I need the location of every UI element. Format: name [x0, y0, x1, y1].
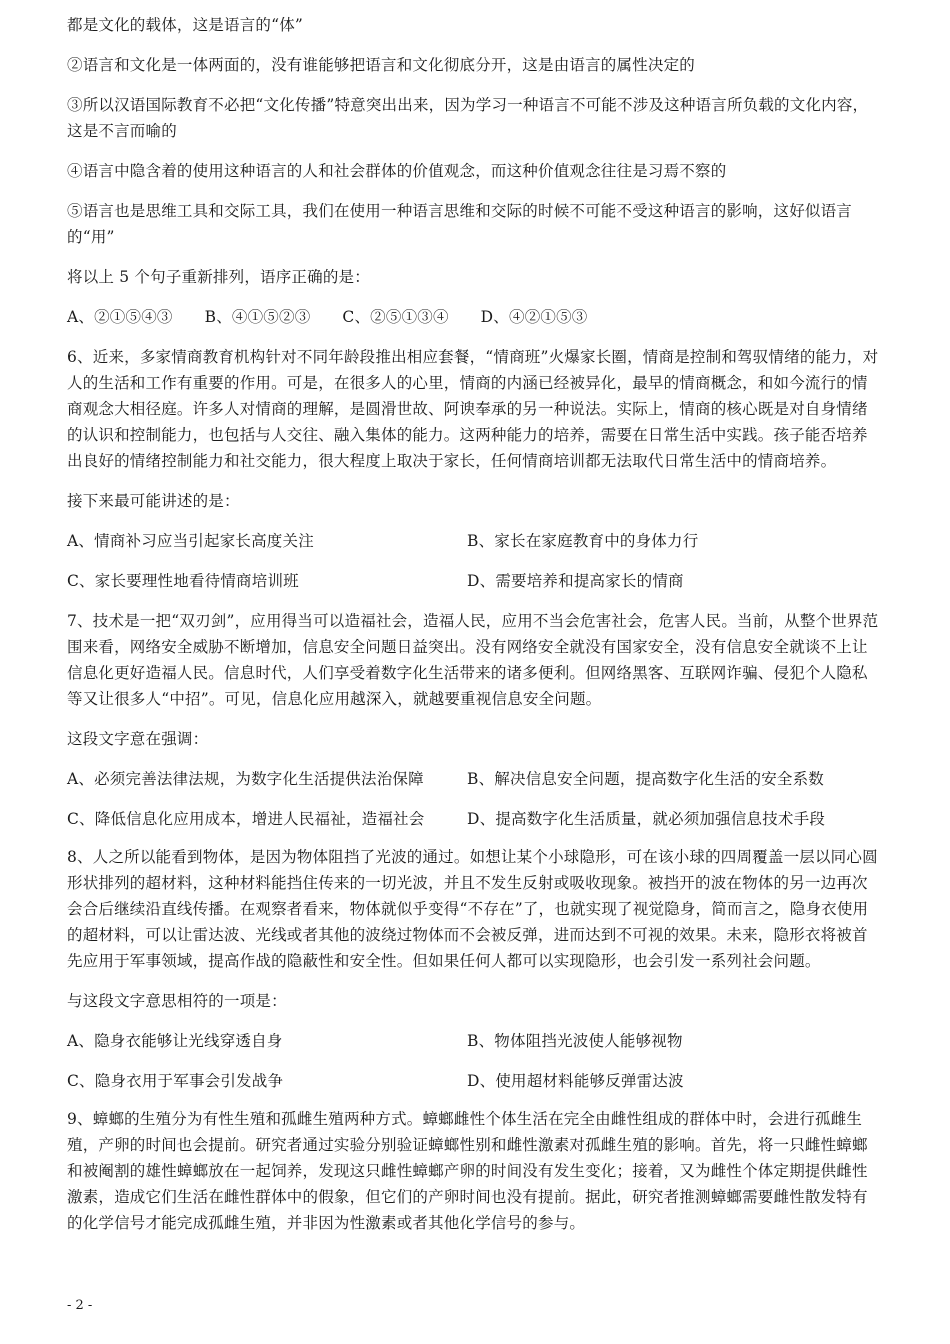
- q8-prompt: 与这段文字意思相符的一项是：: [67, 992, 287, 1010]
- q6-options-row2: [67, 568, 883, 594]
- q5-option-c: C、②⑤①③④: [342, 308, 449, 326]
- q5-prompt: 将以上 5 个句子重新排列，语序正确的是：: [67, 268, 370, 286]
- q6-text: 6、近来，多家情商教育机构针对不同年龄段推出相应套餐，“情商班”火爆家长圈，情商是控制和驾驭情绪的能力，对人的生活和工作有重要的作用。可是，在很多人的心里，情商的内涵已经被异化，最早的情商概念，和如今流行的情商观念大相径庭。许多人对情商的理解，是圆滑世故、阿谀奉承的另一种说法。实际上，情商的核心既是对自身情绪的认识和控制能力，也包括与人交往、融入集体的能力。这两种能力的培养，需要在日常生活中实践。孩子能否培养出良好的情绪控制能力和社交能力，很大程度上取决于家长，任何情商培训都无法取代日常生活中的情商培养。: [67, 348, 879, 470]
- q7-option-c: C、降低信息化应用成本，增进人民福祉，造福社会: [67, 810, 425, 828]
- q6-prompt: 接下来最可能讲述的是：: [67, 492, 240, 510]
- intro-line: 都是文化的载体，这是语言的“体”: [67, 16, 304, 34]
- q7-option-b: B、解决信息安全问题，提高数字化生活的安全系数: [467, 770, 824, 788]
- q8-options-row2: [67, 1068, 883, 1094]
- page-number: - 2 -: [67, 1298, 93, 1313]
- q8-text: 8、人之所以能看到物体，是因为物体阻挡了光波的通过。如想让某个小球隐形，可在该小球的四周覆盖一层以同心圆形状排列的超材料，这种材料能挡住传来的一切光波，并且不发生反射或吸收现象。被挡开的波在物体的另一边再次会合后继续沿直线传播。在观察者看来，物体就似乎变得“不存在”了，也就实现了视觉隐身，简而言之，隐身衣使用的超材料，可以让雷达波、光线或者其他的波绕过物体而不会被反弹，进而达到不可视的效果。未来，隐形衣将被首先应用于军事领域，提高作战的隐蔽性和安全性。但如果任何人都可以实现隐形，也会引发一系列社会问题。: [67, 848, 878, 970]
- q7-options-row2: [67, 806, 883, 832]
- q8-option-a: A、隐身衣能够让光线穿透自身: [67, 1032, 283, 1050]
- q6-option-c: C、家长要理性地看待情商培训班: [67, 572, 299, 590]
- q7-text: 7、技术是一把“双刃剑”，应用得当可以造福社会，造福人民，应用不当会危害社会，危害人民。当前，从整个世界范围来看，网络安全威胁不断增加，信息安全问题日益突出。没有网络安全就没有国家安全，没有信息安全就谈不上让信息化更好造福人民。信息时代，人们享受着数字化生活带来的诸多便利。但网络黑客、互联网诈骗、侵犯个人隐私等又让很多人“中招”。可见，信息化应用越深入，就越要重视信息安全问题。: [67, 612, 879, 708]
- q7-options-row1: [67, 766, 883, 792]
- q6-options-row1: [67, 528, 883, 554]
- q8-option-b: B、物体阻挡光波使人能够视物: [467, 1032, 683, 1050]
- sentence-2: ②语言和文化是一体两面的，没有谁能够把语言和文化彻底分开，这是由语言的属性决定的: [67, 56, 696, 74]
- q6-option-b: B、家长在家庭教育中的身体力行: [467, 532, 699, 550]
- document-page: [67, 12, 883, 1236]
- q8-options-row1: [67, 1028, 883, 1054]
- q6-option-a: A、情商补习应当引起家长高度关注: [67, 532, 314, 550]
- q5-option-d: D、④②①⑤③: [480, 308, 588, 326]
- sentence-3: ③所以汉语国际教育不必把“文化传播”特意突出出来，因为学习一种语言不可能不涉及这种语言所负载的文化内容，这是不言而喻的: [67, 96, 869, 140]
- q8-option-d: D、使用超材料能够反弹雷达波: [467, 1072, 684, 1090]
- q9-text: 9、蟑螂的生殖分为有性生殖和孤雌生殖两种方式。蟑螂雌性个体生活在完全由雌性组成的群体中时，会进行孤雌生殖，产卵的时间也会提前。研究者通过实验分别验证蟑螂性别和雌性激素对孤雌生殖的影响。首先，将一只雌性蟑螂和被阉割的雄性蟑螂放在一起饲养，发现这只雌性蟑螂产卵的时间没有发生变化；接着，又为雌性个体定期提供雌性激素，造成它们生活在雌性群体中的假象，但它们的产卵时间也没有提前。据此，研究者推测蟑螂需要雌性散发特有的化学信号才能完成孤雌生殖，并非因为性激素或者其他化学信号的参与。: [67, 1110, 868, 1232]
- q6-option-d: D、需要培养和提高家长的情商: [467, 572, 684, 590]
- q8-option-c: C、隐身衣用于军事会引发战争: [67, 1072, 284, 1090]
- q7-prompt: 这段文字意在强调：: [67, 730, 209, 748]
- q5-options: [67, 304, 883, 330]
- sentence-5: ⑤语言也是思维工具和交际工具，我们在使用一种语言思维和交际的时候不可能不受这种语言的影响，这好似语言的“用”: [67, 202, 853, 246]
- q5-option-b: B、④①⑤②③: [204, 308, 311, 326]
- sentence-4: ④语言中隐含着的使用这种语言的人和社会群体的价值观念，而这种价值观念往往是习焉不察的: [67, 162, 727, 180]
- q7-option-d: D、提高数字化生活质量，就必须加强信息技术手段: [467, 810, 826, 828]
- q5-option-a: A、②①⑤④③: [67, 308, 173, 326]
- q7-option-a: A、必须完善法律法规，为数字化生活提供法治保障: [67, 770, 424, 788]
